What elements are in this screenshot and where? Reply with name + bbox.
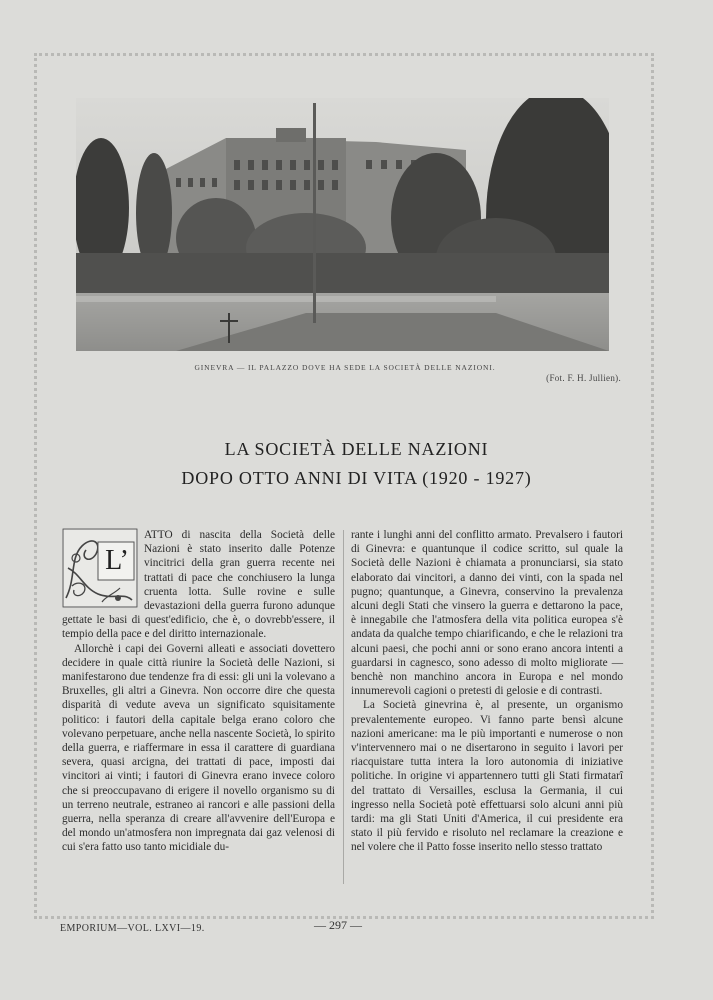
paragraph: ATTO di nascita della Società delle Nazioni è stato inserito dalle Potenze vincitrici della gran guerra recente nei trattati di pace che conchiusero la lunga cruenta lotta. Sulle rovine e sulle devastazioni della guerra furono adunque gettate le basi di quest'edificio, che è, o dovrebb'essere, il tempio della pace e del diritto internazionale. <box>62 529 335 641</box>
paragraph: rante i lunghi anni del conflitto armato. Prevalsero i fautori di Ginevra: e quantunque il codice scritto, sul quale la Società delle Nazioni è chiamata a pronunciarsi, sia stato elaborato dai vincitori, a danno dei vinti, con la spada nel pugno; quantunque, a Ginevra, conservino la prevalenza alcuni degli Stati che vinsero la guerra e dettarono la pace, è innegabile che l'atmosfera della vita politica europea s'è andata da qualche tempo chiarificando, e che le relazioni tra alcuni paesi, che pochi anni or sono erano ancora intenti a guardarsi in cagnesco, sono adesso di molto migliorate — benchè non manchino ancora in Europa e nel mondo innumerevoli cagioni o pretesti di gelosie e di contrasti. <box>351 529 623 698</box>
initial-letter: L’ <box>105 545 129 576</box>
decorated-initial <box>62 528 138 608</box>
journal-reference: EMPORIUM—VOL. LXVI—19. <box>60 923 205 934</box>
photo-credit: (Fot. F. H. Jullien). <box>546 373 621 383</box>
article-subtitle: DOPO OTTO ANNI DI VITA (1920 - 1927) <box>181 468 532 488</box>
left-column <box>62 528 335 855</box>
paragraph: Allorchè i capi dei Governi alleati e associati dovettero decidere in quale città riunire la Società delle Nazioni, si manifestarono due tendenze fra di essi: gli uni la volevano a Bruxelles, gli altri a Ginevra. Non occorre dire che questa disparità di vedute aveva un significato squisitamente politico: i fautori della capitale belga erano coloro che volevano perpetuare, anche nella nascente Società, lo spirito della guerra, e riaffermare in essa il carattere di guardiana severa, quasi arcigna, dei trattati di pace, imposti dai vincitori ai vinti; i fautori di Ginevra erano invece coloro che si preoccupavano di erigere il novello organismo su di un terreno neutrale, estraneo ai rancori e alle passioni della guerra, nella speranza di creare all'avvenire dell'Europa e del mondo un'atmosfera non impregnata dai gaz velenosi di cui s'era fatto uso tanto micidiale du- <box>62 642 335 854</box>
right-column <box>351 528 623 855</box>
article-title: LA SOCIETÀ DELLE NAZIONI <box>224 439 489 459</box>
palace-photo-illustration <box>76 98 609 351</box>
paragraph: La Società ginevrina è, al presente, un organismo prevalentemente europeo. Vi fanno parte bensì alcune nazioni americane: ma le più importanti e numerose o non v'intervennero mai o ne disertarono in seguito i lavori per riacquistare tutta intera la loro autonomia di iniziative politiche. In origine vi appartennero tutti gli Stati firmatarî del trattato di Versailles, esclusa la Germania, il cui ingresso nella Società potè effettuarsi solo alcuni anni più tardi: ma gli Stati Uniti d'America, il cui presidente era stato il più fervido e risoluto nel reclamare la creazione e nel volere che il Patto fosse inserito nello stesso trattato <box>351 699 623 854</box>
page-number: — 297 — <box>314 918 362 932</box>
palace-photo <box>76 98 609 351</box>
column-divider <box>343 530 344 884</box>
photo-caption: GINEVRA — IL PALAZZO DOVE HA SEDE LA SOCIETÀ DELLE NAZIONI. <box>194 363 496 372</box>
